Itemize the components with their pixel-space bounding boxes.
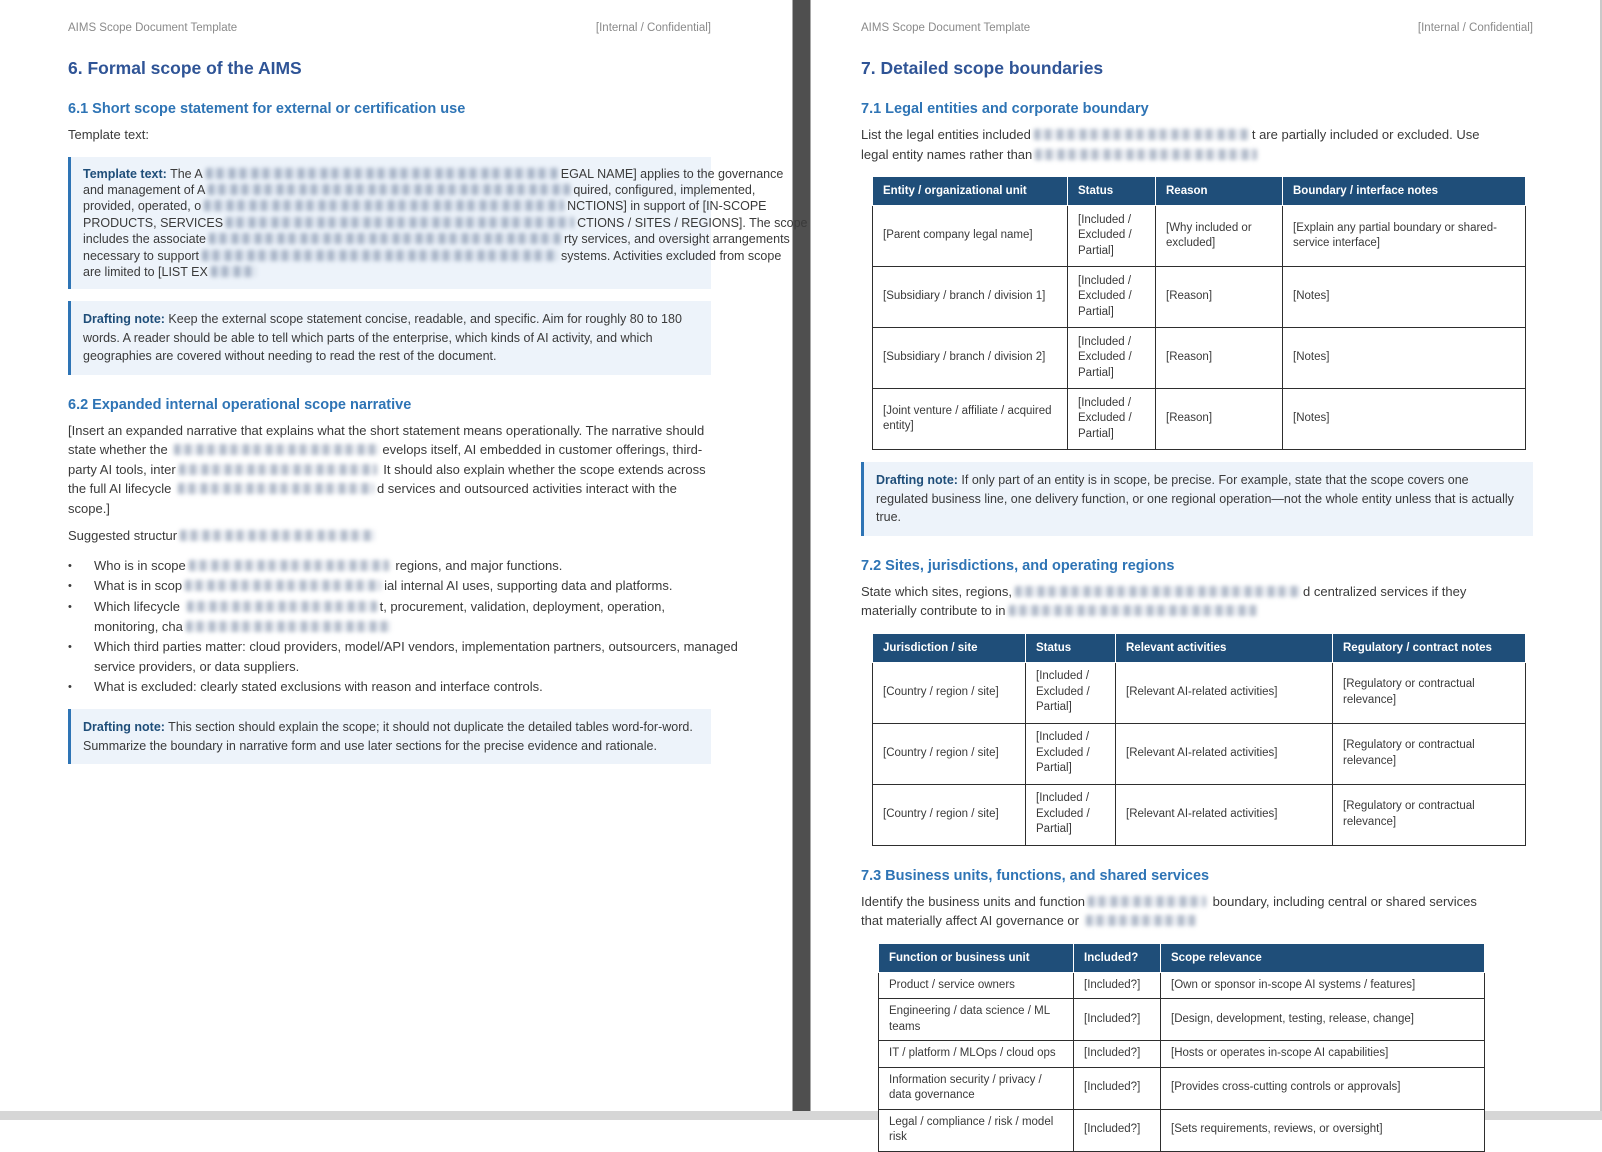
header-classification: [Internal / Confidential] xyxy=(1417,22,1533,34)
boundary-notes-cell: [Explain any partial boundary or shared-service interface] xyxy=(1283,206,1526,267)
text-fragment: It should also explain whether the scope extends across xyxy=(379,461,706,477)
section-6-heading: 6. Formal scope of the AIMS xyxy=(68,58,302,78)
table-header-row xyxy=(873,633,1526,662)
header-document-title: AIMS Scope Document Template xyxy=(68,22,238,34)
column-header: Relevant activities xyxy=(1116,633,1333,662)
reason-cell: [Reason] xyxy=(1156,389,1283,450)
column-header: Included? xyxy=(1074,943,1161,972)
text-fragment: evelops itself, AI embedded in customer offerings, third- xyxy=(382,442,703,458)
template-text-intro: Template text: xyxy=(68,127,149,142)
drafting-note-text: This section should explain the scope; it should not duplicate the detailed tables word-for-word. Summarize the boundary in narrative form and use later sections for the precise evidence and rationale. xyxy=(83,720,693,753)
boundary-notes-cell: [Notes] xyxy=(1283,328,1526,389)
reason-cell: [Reason] xyxy=(1156,328,1283,389)
table-header-row xyxy=(879,943,1485,972)
blurred-redaction xyxy=(1015,586,1300,597)
status-cell: [Included / Excluded / Partial] xyxy=(1068,206,1156,267)
table-row xyxy=(879,972,1485,999)
column-header: Jurisdiction / site xyxy=(873,633,1026,662)
blurred-redaction xyxy=(179,464,377,475)
text-fragment: Identify the business units and function xyxy=(861,893,1086,909)
table-row xyxy=(879,1109,1485,1151)
regulatory-notes-cell: [Regulatory or contractual relevance] xyxy=(1333,662,1526,723)
sites-jurisdictions-intro xyxy=(861,582,1533,621)
drafting-note-7-1 xyxy=(861,462,1533,536)
text-fragment: EGAL NAME] applies to the governance xyxy=(560,166,784,181)
text-fragment: party AI tools, inter xyxy=(68,461,176,477)
drafting-note-text: If only part of an entity is in scope, be precise. For example, state that the scope covers one regulated business line, one delivery function, or one regional operation—not the whole entity unless that is actually true. xyxy=(876,473,1514,524)
column-header: Status xyxy=(1026,633,1116,662)
column-header: Reason xyxy=(1156,177,1283,206)
text-fragment: Which lifecycle xyxy=(94,598,184,614)
blurred-redaction xyxy=(209,233,561,244)
text-fragment: State which sites, regions, xyxy=(861,583,1013,599)
header-classification: [Internal / Confidential] xyxy=(595,22,711,34)
text-fragment: service providers, or data suppliers. xyxy=(94,659,300,675)
included-cell: [Included?] xyxy=(1074,1067,1161,1109)
status-cell: [Included / Excluded / Partial] xyxy=(1026,784,1116,845)
jurisdiction-cell: [Country / region / site] xyxy=(873,723,1026,784)
boundary-notes-cell: [Notes] xyxy=(1283,267,1526,328)
text-fragment: quired, configured, implemented, xyxy=(573,182,756,197)
text-fragment: [Insert an expanded narrative that explains what the short statement means operationally. The narrative should xyxy=(68,422,705,438)
text-fragment: Suggested structur xyxy=(68,528,178,544)
entity-cell: [Subsidiary / branch / division 1] xyxy=(873,267,1068,328)
status-cell: [Included / Excluded / Partial] xyxy=(1068,389,1156,450)
text-fragment: t are partially included or excluded. Use xyxy=(1251,127,1480,142)
text-fragment: are limited to [LIST EX xyxy=(83,264,208,279)
jurisdiction-cell: [Country / region / site] xyxy=(873,662,1026,723)
text-fragment: d centralized services if they xyxy=(1303,583,1467,599)
entity-cell: [Joint venture / affiliate / acquired entity] xyxy=(873,389,1068,450)
status-cell: [Included / Excluded / Partial] xyxy=(1026,723,1116,784)
included-cell: [Included?] xyxy=(1074,1109,1161,1151)
included-cell: [Included?] xyxy=(1074,972,1161,999)
section-6-2-heading: 6.2 Expanded internal operational scope narrative xyxy=(68,396,412,413)
text-fragment: Who is in scope xyxy=(94,557,186,573)
drafting-note-text: Keep the external scope statement concise, readable, and specific. Aim for roughly 80 to 180 words. A reader should be able to tell which parts of the enterprise, which kinds of AI activity, and which geographies are covered without needing to read the rest of the document. xyxy=(83,312,682,364)
header-document-title: AIMS Scope Document Template xyxy=(861,22,1031,34)
page-header xyxy=(68,22,711,34)
section-6-1-heading: 6.1 Short scope statement for external or certification use xyxy=(68,101,466,117)
table-row xyxy=(879,999,1485,1041)
text-fragment: necessary to support xyxy=(83,248,200,263)
status-cell: [Included / Excluded / Partial] xyxy=(1068,267,1156,328)
box-label: Template text: xyxy=(83,166,167,181)
section-7-3-heading: 7.3 Business units, functions, and shared services xyxy=(861,867,1210,884)
activities-cell: [Relevant AI-related activities] xyxy=(1116,784,1333,845)
text-fragment: includes the associate xyxy=(83,232,206,247)
text-fragment: regions, and major functions. xyxy=(391,557,563,573)
text-fragment: the full AI lifecycle xyxy=(68,481,175,497)
table-row xyxy=(873,389,1526,450)
text-fragment: t, procurement, validation, deployment, operation, xyxy=(379,598,666,614)
text-fragment: List the legal entities included xyxy=(861,127,1031,142)
entity-cell: [Subsidiary / branch / division 2] xyxy=(873,328,1068,389)
section-7-1-heading: 7.1 Legal entities and corporate boundary xyxy=(861,101,1149,117)
table-row xyxy=(873,662,1526,723)
bullet-marker: • xyxy=(68,580,72,593)
blurred-redaction xyxy=(174,444,379,455)
text-fragment: PRODUCTS, SERVICES xyxy=(83,215,224,230)
text-fragment: boundary, including central or shared services xyxy=(1209,893,1477,909)
text-fragment: systems. Activities excluded from scope xyxy=(561,248,782,263)
scope-relevance-cell: [Hosts or operates in-scope AI capabilities] xyxy=(1161,1041,1485,1068)
regulatory-notes-cell: [Regulatory or contractual relevance] xyxy=(1333,784,1526,845)
text-fragment: What is excluded: clearly stated exclusions with reason and interface controls. xyxy=(94,678,543,694)
scope-relevance-cell: [Own or sponsor in-scope AI systems / features] xyxy=(1161,972,1485,999)
business-units-table xyxy=(878,943,1485,1152)
function-cell: IT / platform / MLOps / cloud ops xyxy=(879,1041,1074,1068)
text-fragment: materially contribute to in xyxy=(861,603,1006,618)
text-fragment: monitoring, cha xyxy=(94,619,183,635)
drafting-note-6-1 xyxy=(68,301,711,375)
table-row xyxy=(873,328,1526,389)
entity-cell: [Parent company legal name] xyxy=(873,206,1068,267)
column-header: Entity / organizational unit xyxy=(873,177,1068,206)
blurred-redaction xyxy=(211,266,257,277)
page-header xyxy=(861,22,1533,34)
drafting-note-6-2 xyxy=(68,709,711,764)
business-units-intro xyxy=(861,892,1533,931)
drafting-note-label: Drafting note: xyxy=(83,720,165,735)
blurred-redaction xyxy=(1009,605,1257,616)
scope-structure-bullet-list xyxy=(68,556,738,698)
blurred-redaction xyxy=(202,250,558,261)
function-cell: Legal / compliance / risk / model risk xyxy=(879,1109,1074,1151)
blurred-redaction xyxy=(178,483,374,494)
blurred-redaction xyxy=(204,200,564,211)
text-fragment: state whether the xyxy=(68,442,172,458)
text-fragment: d services and outsourced activities interact with the xyxy=(376,481,677,497)
table-header-row xyxy=(873,177,1526,206)
section-7-2-heading: 7.2 Sites, jurisdictions, and operating regions xyxy=(861,557,1175,574)
column-header: Boundary / interface notes xyxy=(1283,177,1526,206)
drafting-note-label: Drafting note: xyxy=(83,312,165,327)
function-cell: Product / service owners xyxy=(879,972,1074,999)
blurred-redaction xyxy=(180,530,375,541)
function-cell: Information security / privacy / data governance xyxy=(879,1067,1074,1109)
included-cell: [Included?] xyxy=(1074,1041,1161,1068)
text-fragment: What is in scop xyxy=(94,578,183,594)
suggested-structure-line xyxy=(68,526,711,546)
jurisdiction-cell: [Country / region / site] xyxy=(873,784,1026,845)
template-text-box xyxy=(68,157,808,290)
status-cell: [Included / Excluded / Partial] xyxy=(1026,662,1116,723)
blurred-redaction xyxy=(1088,896,1206,907)
table-row xyxy=(873,723,1526,784)
page-right xyxy=(811,0,1600,1143)
table-row xyxy=(873,784,1526,845)
column-header: Status xyxy=(1068,177,1156,206)
bullet-marker: • xyxy=(68,640,72,653)
activities-cell: [Relevant AI-related activities] xyxy=(1116,662,1333,723)
jurisdictions-table xyxy=(872,633,1526,846)
blurred-redaction xyxy=(208,184,570,195)
regulatory-notes-cell: [Regulatory or contractual relevance] xyxy=(1333,723,1526,784)
blurred-redaction xyxy=(226,217,574,228)
table-row xyxy=(879,1067,1485,1109)
text-fragment: rty services, and oversight arrangements xyxy=(564,232,790,247)
function-cell: Engineering / data science / ML teams xyxy=(879,999,1074,1041)
table-row xyxy=(879,1041,1485,1068)
blurred-redaction xyxy=(1086,915,1196,926)
legal-entities-intro xyxy=(861,125,1533,164)
text-fragment: that materially affect AI governance or xyxy=(861,913,1083,928)
text-fragment: and management of A xyxy=(83,182,206,197)
scope-relevance-cell: [Sets requirements, reviews, or oversight] xyxy=(1161,1109,1485,1151)
text-fragment: Which third parties matter: cloud providers, model/API vendors, implementation partners, outsourcers, managed xyxy=(94,638,738,654)
bullet-marker: • xyxy=(68,559,72,572)
expanded-narrative-paragraph xyxy=(68,421,711,519)
text-fragment: CTIONS / SITES / REGIONS]. The scope xyxy=(577,215,808,230)
included-cell: [Included?] xyxy=(1074,999,1161,1041)
blurred-redaction xyxy=(186,621,391,632)
page-left xyxy=(0,0,808,1111)
reason-cell: [Reason] xyxy=(1156,267,1283,328)
blurred-redaction xyxy=(187,601,377,612)
page-divider xyxy=(792,0,811,1111)
section-7-heading: 7. Detailed scope boundaries xyxy=(861,58,1104,78)
table-row xyxy=(873,267,1526,328)
blurred-redaction xyxy=(1034,129,1249,140)
blurred-redaction xyxy=(1035,149,1257,160)
legal-entities-table xyxy=(872,176,1526,450)
boundary-notes-cell: [Notes] xyxy=(1283,389,1526,450)
blurred-redaction xyxy=(185,580,381,591)
text-fragment: provided, operated, o xyxy=(83,199,202,214)
text-fragment: ial internal AI uses, supporting data and platforms. xyxy=(384,578,673,594)
blurred-redaction xyxy=(206,168,558,179)
column-header: Function or business unit xyxy=(879,943,1074,972)
text-fragment: The A xyxy=(166,166,203,181)
scope-relevance-cell: [Provides cross-cutting controls or approvals] xyxy=(1161,1067,1485,1109)
reason-cell: [Why included or excluded] xyxy=(1156,206,1283,267)
table-row xyxy=(873,206,1526,267)
bullet-marker: • xyxy=(68,600,72,613)
text-fragment: NCTIONS] in support of [IN-SCOPE xyxy=(567,199,767,214)
text-fragment: legal entity names rather than xyxy=(861,146,1033,162)
column-header: Regulatory / contract notes xyxy=(1333,633,1526,662)
text-fragment: scope.] xyxy=(68,500,110,516)
column-header: Scope relevance xyxy=(1161,943,1485,972)
status-cell: [Included / Excluded / Partial] xyxy=(1068,328,1156,389)
activities-cell: [Relevant AI-related activities] xyxy=(1116,723,1333,784)
bullet-marker: • xyxy=(68,680,72,693)
blurred-redaction xyxy=(189,560,389,571)
scope-relevance-cell: [Design, development, testing, release, change] xyxy=(1161,999,1485,1041)
drafting-note-label: Drafting note: xyxy=(876,473,958,487)
